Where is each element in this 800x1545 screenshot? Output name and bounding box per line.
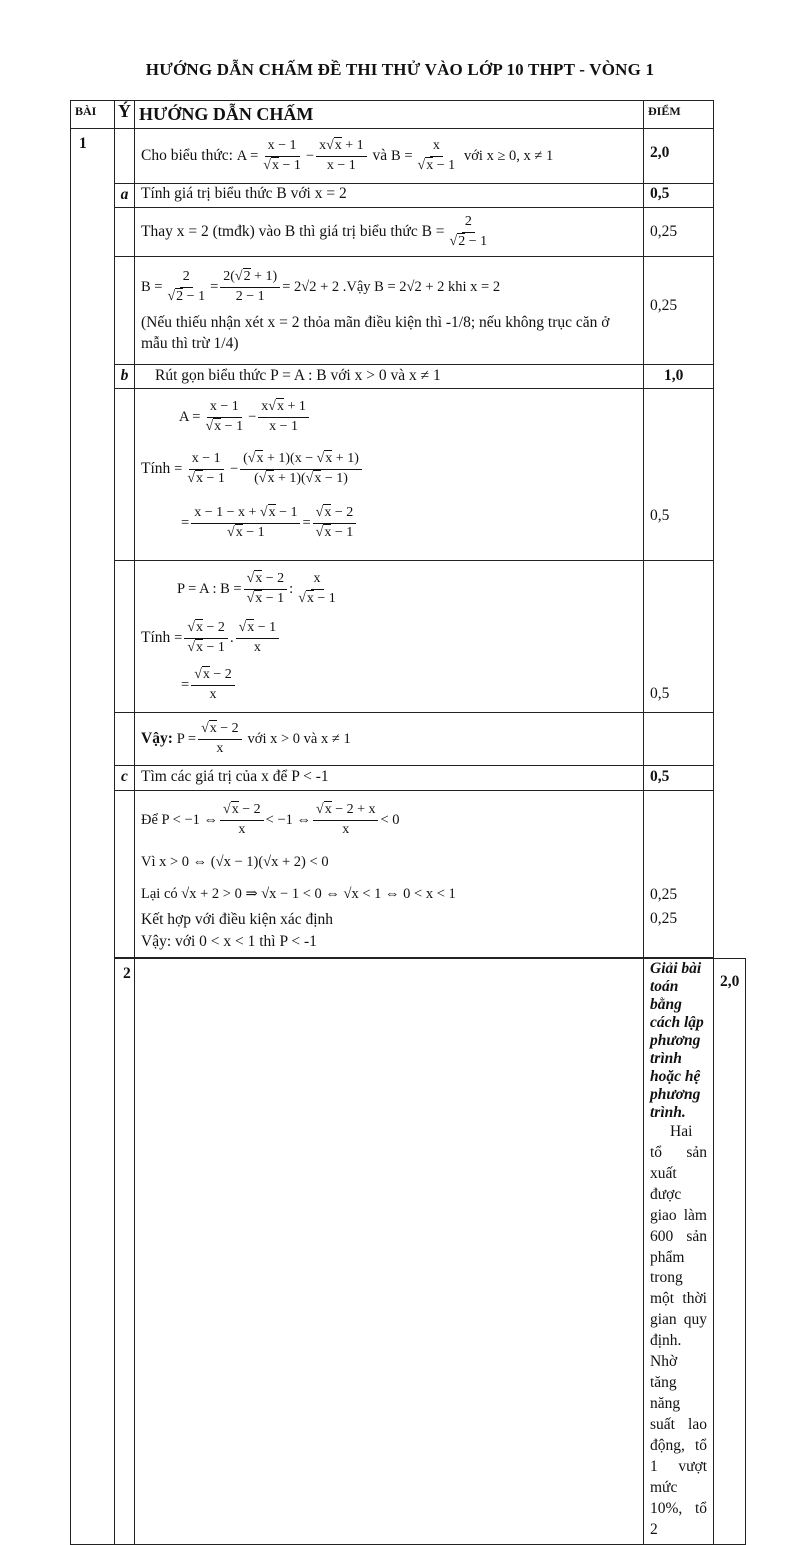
- fraction: $\frac{√x - 2}{√x - 1}$: [313, 505, 357, 540]
- fraction: $\frac{√x - 2}{x}$: [220, 802, 264, 837]
- table-row: [71, 129, 746, 184]
- header-huong-dan: HƯỚNG DẪN CHẤM: [135, 101, 644, 129]
- points: 0,25: [650, 910, 678, 927]
- part-c-line2: Vì x > 0 ⇔ (√x − 1)(√x + 2) < 0: [141, 854, 329, 870]
- table-row: [71, 208, 746, 257]
- table-row: [71, 365, 746, 389]
- fraction: $\frac{√x - 2}{√x - 1}$: [184, 620, 228, 655]
- table-row: Để P < −1 ⇔ $\frac{√x - 2}{x}$ < −1 ⇔ $\frac{√x - 2 + x}{x}$ < 0 Vì x > 0 ⇔ (√x − 1)(√x + 2) < 0 Lại có √x + 2 > 0 ⇒ √x − 1 < 0 ⇔ √x < 1 ⇔ 0 < x < 1 Kết hợp với điều kiện xác định Vậy: với 0 < x < 1 thì P < -1 0,25 0,25: [71, 791, 746, 958]
- fraction: $\frac{√x - 1}{x}$: [236, 620, 280, 655]
- part-c-line4: Kết hợp với điều kiện xác định: [141, 911, 334, 928]
- fraction: $\frac{x}{√x - 1}$: [298, 571, 336, 606]
- fraction: $\frac{x - 1}{√x - 1}$: [187, 451, 225, 486]
- bai1-intro: Cho biểu thức: A = $\frac{x - 1}{√x - 1}$ − $\frac{x√x + 1}{x - 1}$ và B = $\frac{x}{√x - 1}$ với x ≥ 0, x ≠ 1: [135, 129, 644, 184]
- fraction: $\frac{√x - 2}{√x - 1}$: [244, 571, 288, 606]
- fraction: $\frac{x√x + 1}{x - 1}$: [316, 138, 367, 173]
- fraction: $\frac{2}{√2 - 1}$: [167, 269, 206, 304]
- bai2-text: Hai tổ sản xuất được giao làm 600 sản phẩm trong một thời gian quy định. Nhờ tăng năng suất lao động, tổ 1 vượt mức 10%, tổ 2: [650, 1123, 707, 1538]
- points: 0,25: [650, 886, 678, 903]
- table-row: [71, 959, 746, 1545]
- part-label: a: [115, 184, 135, 208]
- fraction: $\frac{(√x + 1)(x - √x + 1)}{(√x + 1)(√x - 1)}$: [240, 451, 362, 486]
- part-b-task: Rút gọn biểu thức P = A : B với x > 0 và x ≠ 1: [135, 365, 644, 389]
- bai-number: 1: [71, 129, 115, 1545]
- table-row: Vậy: P = $\frac{√x - 2}{x}$ với x > 0 và x ≠ 1: [71, 713, 746, 766]
- points: 0,5: [644, 389, 714, 561]
- table-row: A = $\frac{x - 1}{√x - 1}$ − $\frac{x√x + 1}{x - 1}$ Tính = $\frac{x - 1}{√x - 1}$ − $\frac{(√x + 1)(x - √x + 1)}{(√x + 1)(√x - 1)}$ = $\frac{x - 1 - x + √x - 1}{√x - 1}$ = $\frac{√x - 2}{√x - 1}$ 0,5: [71, 389, 746, 561]
- conclusion-label: Vậy:: [141, 730, 173, 747]
- table-row: P = A : B = $\frac{√x - 2}{√x - 1}$ : $\frac{x}{√x - 1}$ Tính = $\frac{√x - 2}{√x - 1}$ . $\frac{√x - 1}{x}$ = $\frac{√x - 2}{x}$ 0,5: [71, 561, 746, 713]
- fraction: $\frac{2}{√2 - 1}$: [449, 214, 488, 249]
- header-bai: BÀI: [71, 101, 115, 129]
- bai2-heading: Giải bài toán bằng cách lập phương trình hoặc hệ phương trình.: [650, 960, 704, 1121]
- bai-number: 2: [115, 959, 135, 1545]
- part-c-task: Tìm các giá trị của x để P < -1: [135, 766, 644, 791]
- fraction: $\frac{√x - 2 + x}{x}$: [313, 802, 378, 837]
- fraction: $\frac{√x - 2}{x}$: [191, 667, 235, 702]
- points: 0,25: [644, 208, 714, 257]
- header-diem: ĐIỂM: [644, 101, 714, 129]
- part-a-note: (Nếu thiếu nhận xét x = 2 thỏa mãn điều kiện thì -1/8; nếu không trục căn ở mẫu thì trừ 1/4): [141, 314, 610, 352]
- fraction: $\frac{2(√2 + 1)}{2 - 1}$: [220, 269, 280, 304]
- page-title: HƯỚNG DẪN CHẤM ĐỀ THI THỬ VÀO LỚP 10 THPT - VÒNG 1: [145, 60, 655, 79]
- fraction: $\frac{x - 1}{√x - 1}$: [263, 138, 301, 173]
- header-y: Ý: [115, 101, 135, 129]
- points: 0,5: [644, 766, 714, 791]
- fraction: $\frac{x - 1}{√x - 1}$: [205, 399, 244, 434]
- table-row: B = $\frac{2}{√2 - 1}$ = $\frac{2(√2 + 1)}{2 - 1}$ = 2√2 + 2 .Vậy B = 2√2 + 2 khi x = 2 (Nếu thiếu nhận xét x = 2 thỏa mãn điều kiện thì -1/8; nếu không trục căn ở mẫu thì trừ 1/4) 0,25: [71, 257, 746, 365]
- fraction: $\frac{x}{√x - 1}$: [417, 138, 456, 173]
- part-a-step1: Thay x = 2 (tmđk) vào B thì giá trị biểu thức B =: [141, 223, 445, 240]
- part-c-line3: Lại có √x + 2 > 0 ⇒ √x − 1 < 0 ⇔ √x < 1 ⇔ 0 < x < 1: [141, 886, 456, 902]
- tinh-label: Tính: [141, 460, 171, 477]
- part-c-line5: Vậy: với 0 < x < 1 thì P < -1: [141, 933, 317, 950]
- fraction: $\frac{x - 1 - x + √x - 1}{√x - 1}$: [191, 505, 300, 540]
- points: 1,0: [644, 365, 714, 389]
- table-row: [71, 184, 746, 208]
- part-a-task: Tính giá trị biểu thức B với x = 2: [135, 184, 644, 208]
- points: 0,5: [644, 184, 714, 208]
- part-label: c: [115, 766, 135, 791]
- part-label: b: [115, 365, 135, 389]
- fraction: $\frac{√x - 2}{x}$: [198, 721, 242, 756]
- points: 2,0: [644, 129, 714, 184]
- part-a-result: = 2√2 + 2 .Vậy B = 2√2 + 2 khi x = 2: [282, 278, 501, 295]
- fraction: $\frac{x√x + 1}{x - 1}$: [258, 399, 309, 434]
- table-row: [71, 766, 746, 791]
- table-header: [71, 101, 746, 129]
- points: 0,25: [644, 257, 714, 365]
- grading-table: [70, 100, 746, 1545]
- points: 0,5: [644, 561, 714, 713]
- points: 2,0: [714, 959, 746, 1545]
